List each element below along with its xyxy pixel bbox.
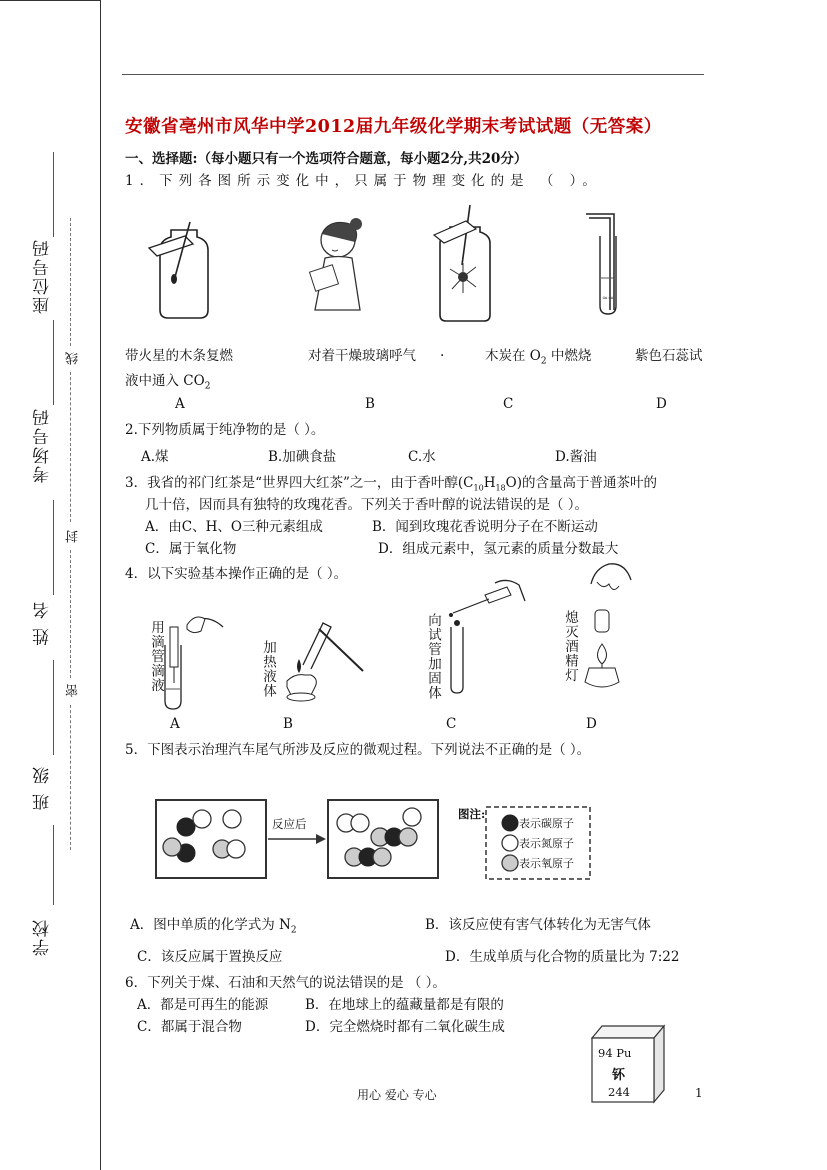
q3-stem-line1: 3．我省的祁门红茶是“世界四大红茶”之一，由于香叶醇$(C_{10}H_{18}O)$的含量高于普通茶叶的: [125, 475, 657, 493]
q1-option-d-line1: 紫色石蕊试: [635, 348, 703, 364]
q1-letter-a: A: [175, 396, 185, 412]
q5-stem: 5．下图表示治理汽车尾气所涉及反应的微观过程。下列说法不正确的是（ ）。: [125, 742, 591, 758]
footer-slogan: 用心 爱心 专心: [357, 1088, 437, 1102]
q2-option-c: C.水: [408, 449, 436, 465]
page-number: 1: [695, 1086, 703, 1100]
q5-option-d: D．生成单质与化合物的质量比为 7:22: [445, 949, 680, 965]
page-title: 安徽省亳州市风华中学2012届九年级化学期末考试试题（无答案）: [125, 117, 662, 137]
q5-legend-nitrogen: 表示氮原子: [519, 837, 574, 850]
margin-exam-room-no: 考场号码: [33, 407, 53, 483]
q5-option-c: C．该反应属于置换反应: [137, 949, 283, 965]
margin-name: 姓 名: [33, 600, 53, 646]
svg-text:≈≈: ≈≈: [602, 294, 614, 302]
q4-image-d: [585, 560, 640, 695]
margin-border: [100, 0, 101, 1170]
q1-letter-c: C: [503, 396, 514, 412]
q1-stem: 1．下列各图所示变化中，只属于物理变化的是 （ ）。: [125, 173, 602, 189]
q4-image-a: [165, 605, 230, 715]
margin-seal-char: 封: [66, 528, 81, 543]
q4-image-c: [445, 575, 530, 695]
corner-mark: [0, 0, 100, 1]
margin-line-name: [53, 500, 54, 595]
q2-option-b: B.加碘食盐: [268, 449, 337, 465]
q1-option-a: 带火星的木条复燃: [125, 348, 233, 364]
q4-stem: 4．以下实验基本操作正确的是（ ）。: [125, 566, 348, 582]
margin-line-class: [53, 825, 54, 905]
element-mass: 244: [608, 1085, 630, 1099]
margin-dash-1: [70, 218, 71, 346]
margin-dash-4: [70, 705, 71, 850]
q6-option-a: A．都是可再生的能源: [137, 997, 269, 1013]
q5-legend-title: 图注:: [458, 807, 486, 821]
q4-letter-c: C: [446, 716, 457, 732]
q1-option-d-line2: 液中通入 $CO_2$: [125, 373, 211, 392]
q3-option-c: C．属于氧化物: [145, 541, 237, 557]
q5-option-a: A．图中单质的化学式为 $N_2$: [130, 917, 297, 936]
q5-arrow-label: 反应后: [272, 817, 307, 831]
q1-dot: .: [440, 344, 445, 360]
q4-label-d: 熄灭酒精灯: [562, 610, 578, 683]
margin-line-name-2: [53, 660, 54, 755]
section-heading: 一、选择题:（每小题只有一个选项符合题意，每小题2分,共20分）: [125, 151, 528, 167]
q2-option-a: A.煤: [141, 449, 169, 465]
q6-option-b: B．在地球上的蕴藏量都是有限的: [305, 997, 504, 1013]
margin-seat-no: 座位号码: [33, 238, 53, 314]
q1-image-d: [580, 210, 625, 320]
q3-option-b: B．闻到玫瑰花香说明分子在不断运动: [372, 519, 598, 535]
element-number-symbol: 94 Pu: [598, 1046, 632, 1060]
q2-option-d: D.酱油: [555, 449, 597, 465]
q3-stem-line2: 几十倍，因而具有独特的玫瑰花香。下列关于香叶醇的说法错误的是（ ）。: [145, 497, 589, 513]
margin-dash-3: [70, 550, 71, 678]
margin-line-exam: [53, 320, 54, 405]
header-rule: [122, 74, 704, 75]
q4-letter-a: A: [170, 716, 180, 732]
q1-option-c: 木炭在 $O_2$ 中燃烧: [485, 348, 592, 367]
margin-class: 班 级: [33, 765, 53, 811]
q4-image-b: [275, 615, 370, 710]
q5-legend-carbon: 表示碳原子: [519, 817, 574, 830]
q4-letter-d: D: [586, 716, 597, 732]
q3-option-a: A．由C、H、O三种元素组成: [145, 519, 323, 535]
q1-image-a: [145, 222, 215, 322]
q6-stem: 6．下列关于煤、石油和天然气的说法错误的是 （ ）。: [125, 975, 446, 991]
q4-letter-b: B: [283, 716, 293, 732]
q1-option-b: 对着干燥玻璃呼气: [308, 348, 416, 364]
q1-letter-b: B: [365, 396, 375, 412]
q2-stem: 2.下列物质属于纯净物的是（ ）。: [125, 422, 325, 438]
margin-line-seat: [53, 152, 54, 237]
q4-label-c: 向试管加固体: [425, 613, 441, 700]
q6-option-d: D．完全燃烧时都有二氧化碳生成: [305, 1019, 505, 1035]
q6-option-c: C．都属于混合物: [137, 1019, 242, 1035]
q4-label-b: 加热液体: [260, 640, 276, 698]
q5-option-b: B．该反应使有害气体转化为无害气体: [425, 917, 651, 933]
element-name: 钚: [612, 1068, 626, 1083]
margin-secret-char: 密: [66, 682, 81, 697]
q3-option-d: D．组成元素中，氢元素的质量分数最大: [378, 541, 619, 557]
q1-image-b: [300, 210, 375, 320]
q1-image-c: [432, 205, 497, 325]
q5-legend-oxygen: 表示氧原子: [519, 857, 574, 870]
margin-school: 学校: [33, 918, 53, 956]
margin-dash-2: [70, 372, 71, 522]
margin-line-char: 线: [66, 350, 81, 365]
q4-label-a: 用滴管滴液: [148, 620, 164, 693]
q1-letter-d: D: [656, 396, 667, 412]
